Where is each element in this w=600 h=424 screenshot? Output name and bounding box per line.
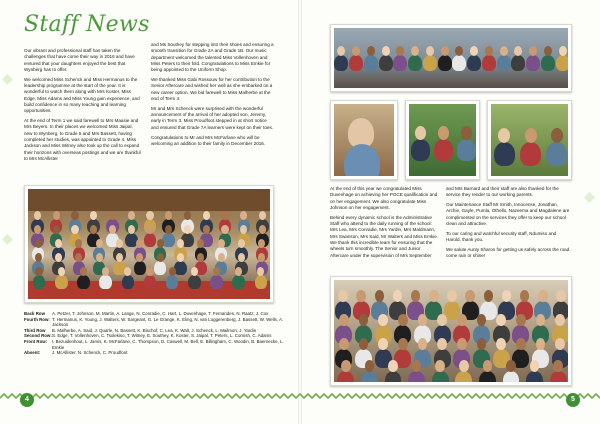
photo-person-head xyxy=(551,128,563,143)
photo-person-head xyxy=(128,225,135,234)
photo-person-body xyxy=(526,55,540,71)
photo-person-body xyxy=(411,139,431,161)
paragraph: Congratulations to Mr and Mrs McFarlane who will be welcoming an addition to their family in December 2016. xyxy=(151,134,266,146)
photo-person-head xyxy=(415,126,426,140)
photo-person-body xyxy=(349,55,363,71)
photo-person-head xyxy=(53,225,60,234)
photo-person-head xyxy=(516,314,526,326)
photo-person-head xyxy=(470,46,478,56)
paragraph: At the end of Term 1 we said farewell to Mrs Maasie and Mrs Beyers. In their places we welcomed Miss Jaipal, new to Wynberg, to Grade 5 and Mrs Bassett, having completed her studies, was appointed to Grade 4. Miss Jackson and Miss Witney also took up the call to expand their horizons with overseas postings and we are thankful to Mrs McAllister xyxy=(24,118,141,161)
photo-person-body xyxy=(556,55,568,71)
photo-person-head xyxy=(34,211,41,220)
photo-person-head xyxy=(116,253,123,262)
photo-person-body xyxy=(482,55,496,71)
photo-person-head xyxy=(367,46,375,56)
photo-person-body xyxy=(144,275,157,289)
page-number-left: 4 xyxy=(20,393,34,407)
photo-person-head xyxy=(359,314,369,326)
photo-person-body xyxy=(122,275,135,289)
photo-person-head xyxy=(218,239,225,248)
caption-row: Absent: J. McAllister, N. Schenck, C. Proudfoot xyxy=(24,350,128,356)
photo-person-head xyxy=(485,46,493,56)
page-number-right: 5 xyxy=(566,393,580,407)
photo-person-head xyxy=(483,360,493,372)
photo-person-body xyxy=(385,371,402,382)
photo-person-head xyxy=(339,338,349,350)
photo-person-head xyxy=(35,239,42,248)
photo-person-head xyxy=(502,290,512,302)
photo-person-body xyxy=(393,55,407,71)
photo-person-body xyxy=(503,371,520,382)
photo-person-body xyxy=(99,275,112,289)
paragraph: and Mrs Barnard and their staff are also thanked for the service they render to our working parents. xyxy=(446,186,559,198)
photo-person-head xyxy=(544,46,552,56)
photo-person-head xyxy=(441,46,449,56)
photo-person-head xyxy=(238,239,245,248)
photo-person-head xyxy=(177,253,184,262)
photo-person-head xyxy=(553,360,563,372)
photo-person-body xyxy=(364,55,378,71)
photo-person-head xyxy=(169,267,176,276)
caption-row: Second Row: S. Edge, T. Vollenhoven, C. Tsolekiso, T. Witney, E. Southey, K. Koster, S. Jaipal, T. Peters, L. Cornish, C. Adams xyxy=(24,333,272,339)
photo-person-head xyxy=(34,225,41,234)
photo-person-head xyxy=(498,128,510,143)
photo-person-head xyxy=(146,267,153,276)
photo-person-head xyxy=(429,290,439,302)
photo-person-head xyxy=(418,338,428,350)
photo-person-body xyxy=(55,275,68,289)
photo-person-body xyxy=(438,55,452,71)
photo-person-head xyxy=(426,46,434,56)
photo-person-head xyxy=(221,211,228,220)
photo-person-head xyxy=(157,253,164,262)
photo-person-body xyxy=(511,55,525,71)
photo-person-body xyxy=(134,261,147,275)
photo-person-head xyxy=(218,253,225,262)
photo-person-head xyxy=(437,314,447,326)
photo-person-head xyxy=(146,225,153,234)
caption-row: Third Row B. Malherbe, A. Said, J. Quarle, N. Bassett, K. Bischof, C. Lea, K. Walt, J. Schenck, L. Mailmon, J. Yardin xyxy=(24,327,257,333)
photo-person-head xyxy=(412,360,422,372)
photo-person-head xyxy=(365,360,375,372)
staff-photo-top xyxy=(330,24,572,92)
right-column-1 xyxy=(330,186,440,262)
photo-person-head xyxy=(157,239,164,248)
photo-person-body xyxy=(467,55,481,71)
photo-person-head xyxy=(506,360,516,372)
photo-person-head xyxy=(529,46,537,56)
photo-person-body xyxy=(457,139,476,161)
photo-person-head xyxy=(378,314,388,326)
staff-group-photo xyxy=(24,185,274,303)
photo-person-body xyxy=(520,142,541,166)
photo-person-body xyxy=(162,233,175,247)
photo-person-head xyxy=(516,338,526,350)
photo-person-head xyxy=(35,253,42,262)
photo-person-body xyxy=(210,275,223,289)
photo-person-head xyxy=(396,46,404,56)
photo-person-body xyxy=(497,55,511,71)
decorative-diamond-icon: ◆ xyxy=(584,188,595,204)
photo-person-body xyxy=(166,275,179,289)
photo-person-body xyxy=(432,371,449,382)
photo-person-head xyxy=(238,253,245,262)
photo-person-head xyxy=(177,239,184,248)
photo-person-head xyxy=(71,225,78,234)
staff-photo-small-3 xyxy=(487,100,572,180)
photo-person-head xyxy=(339,314,349,326)
paragraph: We thanked Miss Gabi Rossouw for her contribution to the Senior Aftercare and wished her well as she embarked on a new career option. We bid farewell to Miss Malherbe at the end of Term 4. xyxy=(151,77,273,101)
photo-person-body xyxy=(408,371,425,382)
photo-person-head xyxy=(438,126,449,140)
photo-person-head xyxy=(338,290,348,302)
photo-person-body xyxy=(361,371,378,382)
photo-person-head xyxy=(203,211,210,220)
photo-person-body xyxy=(408,55,422,71)
photo-person-head xyxy=(459,360,469,372)
photo-person-body xyxy=(526,371,543,382)
photo-person-body xyxy=(188,275,201,289)
photo-person-head xyxy=(352,46,360,56)
photo-person-head xyxy=(58,267,65,276)
photo-person-head xyxy=(203,225,210,234)
photo-person-head xyxy=(191,267,198,276)
photo-person-head xyxy=(447,290,457,302)
photo-person-body xyxy=(455,371,472,382)
photo-person-head xyxy=(116,239,123,248)
right-column-2 xyxy=(446,186,572,263)
page-title: Staff News xyxy=(24,12,150,37)
left-column-2 xyxy=(151,42,275,151)
photo-person-head xyxy=(496,338,506,350)
photo-person-head xyxy=(375,290,385,302)
photo-person-head xyxy=(536,314,546,326)
caption-row: Back Row A. Petzer, T. Johnson, M. Martin, A. Lange, N. Conradie, C. Hart, L. Duvenhage, T. Fernandes, N. Raatz, J. Cox xyxy=(24,311,269,316)
staff-photo-bottom xyxy=(330,276,572,386)
photo-person-head xyxy=(398,314,408,326)
photo-person-head xyxy=(337,46,345,56)
photo-person-head xyxy=(500,46,508,56)
photo-person-body xyxy=(334,55,348,71)
paragraph: Our vibrant and professional staff has taken the challenges that have come their way in 2016 and have ensured that your daughters enjoyed the best that Wynberg has to offer. xyxy=(24,48,135,72)
photo-person-head xyxy=(461,126,472,140)
photo-person-head xyxy=(418,314,428,326)
photo-person-head xyxy=(35,267,42,276)
photo-person-head xyxy=(382,46,390,56)
photo-person-head xyxy=(477,314,487,326)
caption-row: Fourth Row: T. Hermanus, K. Young, J. Walters, W. Sargeant, G. Le Grange, K. Eling, N. van Loggerenberg, J. Bassett, W. Wells, A. Jackson xyxy=(24,316,284,328)
photo-person-head xyxy=(465,290,475,302)
photo-person-head xyxy=(359,338,369,350)
photo-person-head xyxy=(457,338,467,350)
photo-person-head xyxy=(55,253,62,262)
photo-person-head xyxy=(96,239,103,248)
photo-person-head xyxy=(398,338,408,350)
photo-person-head xyxy=(53,211,60,220)
staff-photo-small-2 xyxy=(405,100,480,180)
photo-person-body xyxy=(77,275,90,289)
photo-person-head xyxy=(80,267,87,276)
photo-person-body xyxy=(541,55,555,71)
photo-person-head xyxy=(484,290,494,302)
photo-person-head xyxy=(555,314,565,326)
photo-person-body xyxy=(144,233,157,247)
paragraph: We salute Aunty Sharon for getting us safely across the road come rain or shine! xyxy=(446,247,570,259)
photo-person-head xyxy=(221,225,228,234)
photo-person-body xyxy=(232,275,245,289)
photo-person-head xyxy=(457,314,467,326)
photo-person-head xyxy=(437,338,447,350)
photo-person-body xyxy=(546,142,567,166)
photo-person-body xyxy=(550,371,567,382)
photo-person-head xyxy=(411,290,421,302)
photo-person-head xyxy=(525,128,537,143)
photo-person-head xyxy=(393,290,403,302)
decorative-diamond-icon: ◆ xyxy=(2,230,13,246)
photo-person-head xyxy=(146,211,153,220)
photo-person-head xyxy=(520,290,530,302)
photo-person-head xyxy=(530,360,540,372)
paragraph: and Ms Southey for stepping into their shoes and ensuring a smooth transition for Grade 2A and Grade 1B. Our music department welcomed the talented Miss Vollenhoven and Miss Peters to their fold. Congratulations to Miss Emkie for being appointed to the Uniform Shop. xyxy=(151,42,274,73)
photo-person-head xyxy=(559,46,567,56)
photo-person-head xyxy=(128,211,135,220)
photo-person-body xyxy=(423,55,437,71)
photo-person-body xyxy=(255,275,268,289)
caption-row: Front Row: I. Bezuidenhout, L. Jarvis, K. McFarlane, C. Thompson, D. Caswell, M. Bell, E. Billingham, C. Woodin, B. Baernecke, L. Emkie xyxy=(24,338,284,350)
paragraph: At the end of this year we congratulated Miss Duvenhage on achieving her PGCE qualification and on her engagement. We also congratulate Miss Johnson on her engagement. xyxy=(330,186,438,210)
photo-person-head xyxy=(109,211,116,220)
photo-person-head xyxy=(555,338,565,350)
photo-person-head xyxy=(455,46,463,56)
paragraph: Behind every dynamic school is the Administrative Staff who attend to the daily running of the school: Mrs Lea, Mrs Conradie, Mrs Yardin, Mrs Maldmann, Mrs Swanson, Mrs Said, Mr Walters and Miss Emkie. We thank this incredible team for ensuring that the wheels turn smoothly. The Senior and Junior Aftercare under the supervision of Mrs September xyxy=(330,214,439,258)
photo-person-body xyxy=(452,55,466,71)
photo-person-head xyxy=(538,290,548,302)
right-page xyxy=(300,0,600,424)
photo-person-head xyxy=(514,46,522,56)
photo-person-head xyxy=(411,46,419,56)
paragraph: Our Maintenance Staff Mr Smith, Innocense, Jonathan, Archie, Gayle, Pumla, Othello, Nazeema and Magdalene are complimented on the services they offer to keep our school clean and attractive. xyxy=(446,202,570,227)
photo-person-head xyxy=(388,360,398,372)
photo-person-head xyxy=(378,338,388,350)
photo-person-head xyxy=(109,225,116,234)
left-column-1 xyxy=(24,48,142,166)
photo-person-body xyxy=(494,142,515,166)
footer-zigzag-border xyxy=(0,393,600,399)
photo-person-head xyxy=(55,239,62,248)
photo-person-body xyxy=(33,275,46,289)
photo-person-head xyxy=(536,338,546,350)
photo-person-body xyxy=(434,139,454,161)
paragraph: We welcomed Miss Schenck and Miss Hermanus to the leadership programme at the start of the year. It is wonderful to watch them along with Mrs Koster, Miss Edge, Miss Adams and Miss Young gain experience, and build confidence in so many teaching and learning opportunities. xyxy=(24,76,140,114)
photo-person-head xyxy=(496,314,506,326)
photo-person-body xyxy=(174,261,187,275)
photo-captions xyxy=(24,311,286,356)
photo-person-body xyxy=(379,55,393,71)
paragraph: To our caring and watchful security staff, Ndumiso and Harold, thank you. xyxy=(446,230,557,243)
staff-photo-small-1 xyxy=(330,100,398,180)
photo-person-body xyxy=(479,371,496,382)
photo-person-head xyxy=(96,253,103,262)
photo-person-head xyxy=(477,338,487,350)
photo-person-head xyxy=(556,290,566,302)
decorative-diamond-icon: ◆ xyxy=(2,70,13,86)
photo-person-head xyxy=(71,211,78,220)
photo-person-head xyxy=(435,360,445,372)
photo-person-head xyxy=(341,360,351,372)
paragraph: Mr and Mrs Schenck were surprised with the wonderful announcement of the arrival of her adopted son, Jeremy, early in Term 3. Miss Proudfoot stepped in at short notice and ensured that Grade 7A learners were kept on their toes. xyxy=(151,105,274,130)
photo-person-body xyxy=(337,371,354,382)
photo-person-body xyxy=(154,261,167,275)
photo-person-head xyxy=(356,290,366,302)
